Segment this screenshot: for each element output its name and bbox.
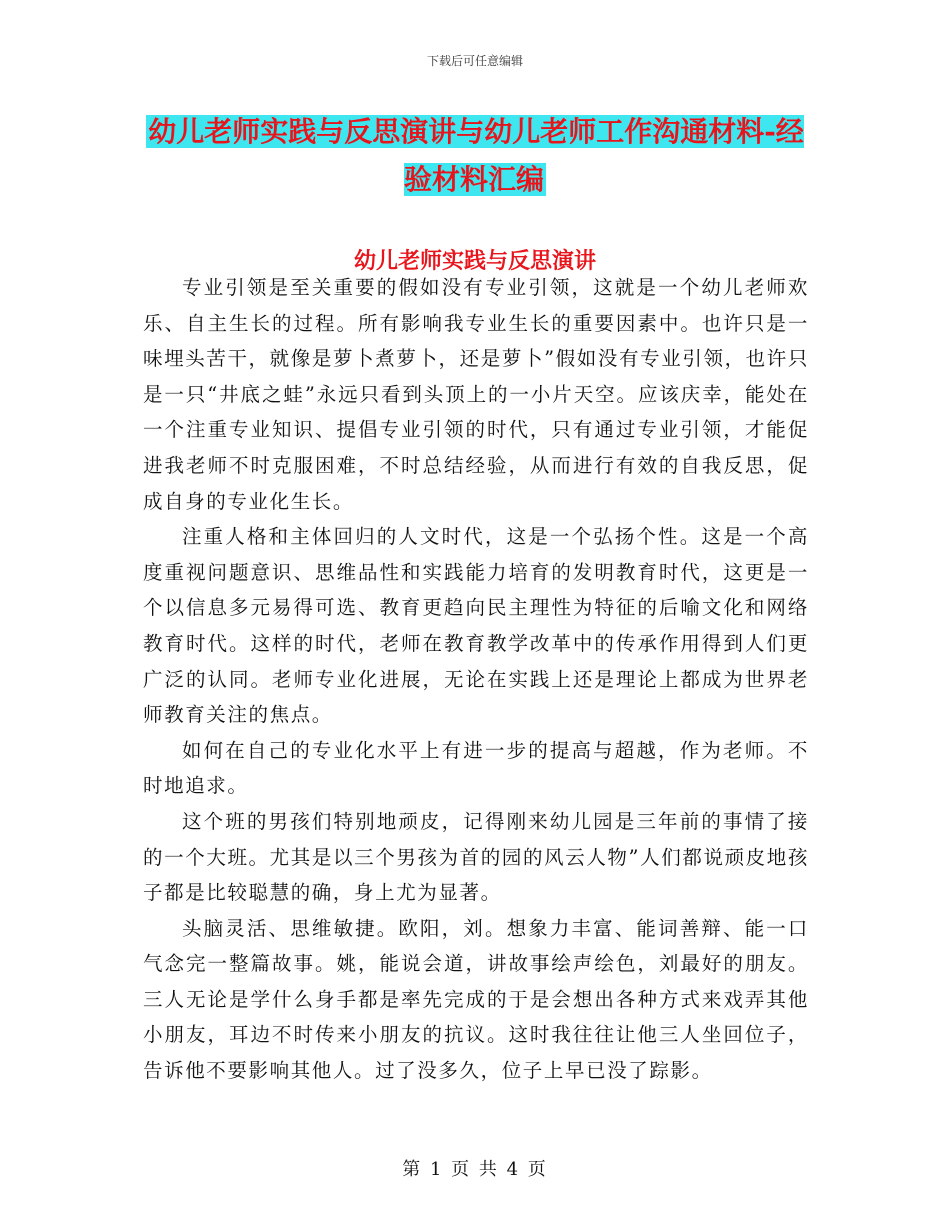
body-paragraph: 头脑灵活、思维敏捷。欧阳，刘。想象力丰富、能词善辩、能一口气念完一整篇故事。姚，能说会道，讲故事绘声绘色，刘最好的朋友。三人无论是学什么身手都是率先完成的于是会想出各种方式来戏弄其他小朋友，耳边不时传来小朋友的抗议。这时我往往让他三人坐回位子，告诉他不要影响其他人。过了没多久，位子上早已没了踪影。 xyxy=(143,916,809,1083)
body-paragraph: 注重人格和主体回归的人文时代，这是一个弘扬个性。这是一个高度重视问题意识、思维品性和实践能力培育的发明教育时代，这更是一个以信息多元易得可选、教育更趋向民主理性为特征的后喻文化和网络教育时代。这样的时代，老师在教育教学改革中的传承作用得到人们更广泛的认同。老师专业化进展，无论在实践上还是理论上都成为世界老师教育关注的焦点。 xyxy=(143,525,809,727)
body-paragraph: 这个班的男孩们特别地顽皮，记得刚来幼儿园是三年前的事情了接的一个大班。尤其是以三个男孩为首的园的风云人物”人们都说顽皮地孩子都是比较聪慧的确，身上尤为显著。 xyxy=(143,809,809,905)
document-title-text: 幼儿老师实践与反思演讲与幼儿老师工作沟通材料-经验材料汇编 xyxy=(148,115,804,196)
document-title xyxy=(140,108,810,204)
document-body xyxy=(143,270,809,1089)
section-title: 幼儿老师实践与反思演讲 xyxy=(353,248,596,274)
page-number: 第 1 页 共 4 页 xyxy=(402,1159,548,1180)
body-paragraph: 如何在自己的专业化水平上有进一步的提高与超越，作为老师。不时地追求。 xyxy=(143,738,809,798)
page-header-note: 下载后可任意编辑 xyxy=(426,54,523,68)
body-paragraph: 专业引领是至关重要的假如没有专业引领，这就是一个幼儿老师欢乐、自主生长的过程。所有影响我专业生长的重要因素中。也许只是一味埋头苦干，就像是萝卜煮萝卜，还是萝卜”假如没有专业引领，也许只是一只“井底之蛙”永远只看到头顶上的一小片天空。应该庆幸，能处在一个注重专业知识、提倡专业引领的时代，只有通过专业引领，才能促进我老师不时克服困难，不时总结经验，从而进行有效的自我反思，促成自身的专业化生长。 xyxy=(143,276,809,513)
